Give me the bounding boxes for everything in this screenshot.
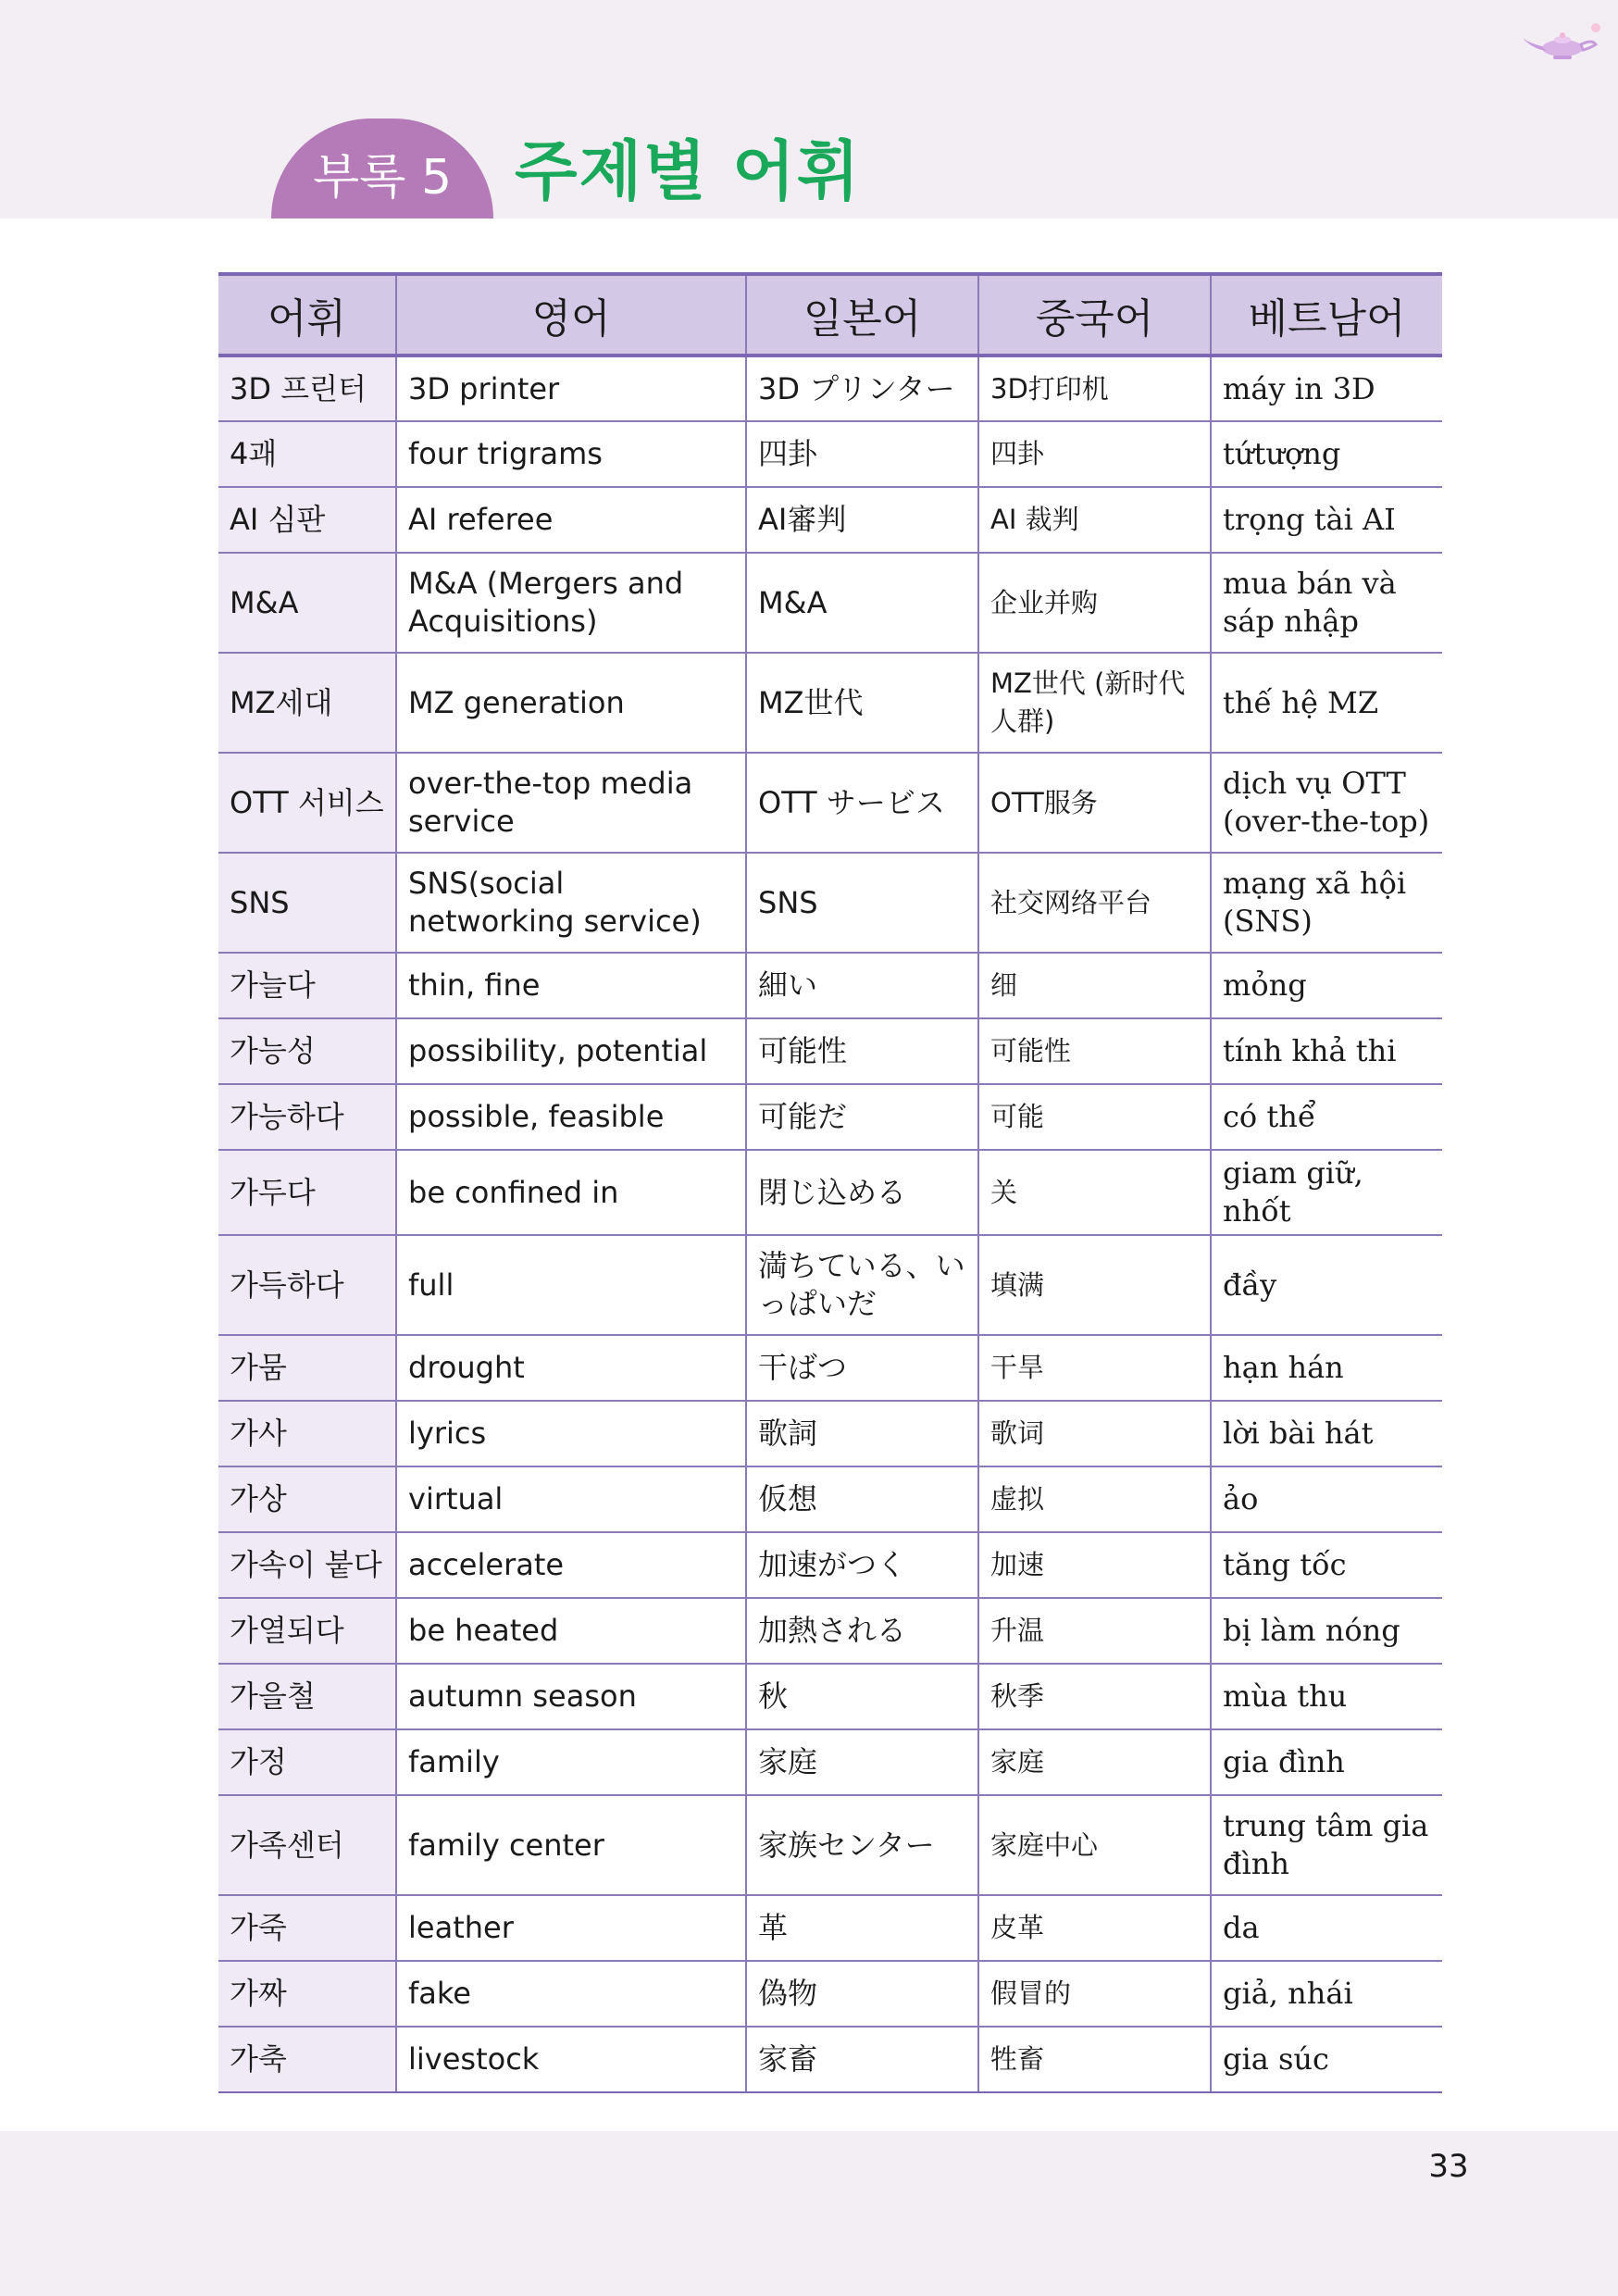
- korean-cell: 가축: [218, 2027, 396, 2092]
- korean-cell: OTT 서비스: [218, 753, 396, 853]
- korean-cell: 가두다: [218, 1150, 396, 1235]
- korean-cell: 3D 프린터: [218, 356, 396, 421]
- chinese-cell: 关: [978, 1150, 1211, 1235]
- vietnamese-cell: dịch vụ OTT (over-the-top): [1211, 753, 1442, 853]
- table-row: [218, 421, 1442, 487]
- japanese-cell: OTT サービス: [746, 753, 978, 853]
- table-row: [218, 356, 1442, 421]
- vietnamese-cell: tính khả thi: [1211, 1018, 1442, 1084]
- chinese-cell: 3D打印机: [978, 356, 1211, 421]
- column-header-chinese: 중국어: [978, 274, 1211, 356]
- english-cell: four trigrams: [396, 421, 746, 487]
- japanese-cell: 加熱される: [746, 1598, 978, 1664]
- korean-cell: AI 심판: [218, 487, 396, 553]
- japanese-cell: 可能性: [746, 1018, 978, 1084]
- english-cell: family: [396, 1729, 746, 1795]
- korean-cell: MZ세대: [218, 653, 396, 753]
- vietnamese-cell: máy in 3D: [1211, 356, 1442, 421]
- english-cell: leather: [396, 1895, 746, 1961]
- vietnamese-cell: trung tâm gia đình: [1211, 1795, 1442, 1895]
- column-header-english: 영어: [396, 274, 746, 356]
- english-cell: fake: [396, 1961, 746, 2027]
- table-row: [218, 853, 1442, 953]
- japanese-cell: 満ちている、いっぱいだ: [746, 1235, 978, 1335]
- chinese-cell: 可能性: [978, 1018, 1211, 1084]
- chinese-cell: 填满: [978, 1235, 1211, 1335]
- japanese-cell: 3D プリンター: [746, 356, 978, 421]
- table-row: [218, 1961, 1442, 2027]
- table-row: [218, 1235, 1442, 1335]
- vietnamese-cell: ảo: [1211, 1466, 1442, 1532]
- english-cell: full: [396, 1235, 746, 1335]
- japanese-cell: SNS: [746, 853, 978, 953]
- korean-cell: 가상: [218, 1466, 396, 1532]
- table-row: [218, 1598, 1442, 1664]
- chinese-cell: MZ世代 (新时代人群): [978, 653, 1211, 753]
- english-cell: be heated: [396, 1598, 746, 1664]
- chinese-cell: 企业并购: [978, 553, 1211, 653]
- japanese-cell: 偽物: [746, 1961, 978, 2027]
- vietnamese-cell: gia súc: [1211, 2027, 1442, 2092]
- vietnamese-cell: mạng xã hội (SNS): [1211, 853, 1442, 953]
- vietnamese-cell: giam giữ, nhốt: [1211, 1150, 1442, 1235]
- chinese-cell: 虚拟: [978, 1466, 1211, 1532]
- chinese-cell: 升温: [978, 1598, 1211, 1664]
- english-cell: AI referee: [396, 487, 746, 553]
- korean-cell: 가죽: [218, 1895, 396, 1961]
- chinese-cell: OTT服务: [978, 753, 1211, 853]
- table-row: [218, 487, 1442, 553]
- vocabulary-table: [218, 272, 1442, 2093]
- chinese-cell: 家庭中心: [978, 1795, 1211, 1895]
- table-row: [218, 2027, 1442, 2092]
- column-header-korean: 어휘: [218, 274, 396, 356]
- vietnamese-cell: trọng tài AI: [1211, 487, 1442, 553]
- korean-cell: 가족센터: [218, 1795, 396, 1895]
- vietnamese-cell: mùa thu: [1211, 1664, 1442, 1729]
- table-row: [218, 1532, 1442, 1598]
- table-row: [218, 653, 1442, 753]
- magic-lamp-icon: [1518, 20, 1601, 61]
- table-row: [218, 1795, 1442, 1895]
- vietnamese-cell: thế hệ MZ: [1211, 653, 1442, 753]
- japanese-cell: 家畜: [746, 2027, 978, 2092]
- japanese-cell: 革: [746, 1895, 978, 1961]
- table-row: [218, 1084, 1442, 1150]
- japanese-cell: 干ばつ: [746, 1335, 978, 1401]
- korean-cell: 가득하다: [218, 1235, 396, 1335]
- japanese-cell: 仮想: [746, 1466, 978, 1532]
- korean-cell: 가능성: [218, 1018, 396, 1084]
- japanese-cell: 細い: [746, 953, 978, 1018]
- vietnamese-cell: da: [1211, 1895, 1442, 1961]
- english-cell: 3D printer: [396, 356, 746, 421]
- table-row: [218, 1335, 1442, 1401]
- chinese-cell: 歌词: [978, 1401, 1211, 1466]
- chinese-cell: 细: [978, 953, 1211, 1018]
- table-row: [218, 1466, 1442, 1532]
- vietnamese-cell: mua bán và sáp nhập: [1211, 553, 1442, 653]
- table-row: [218, 753, 1442, 853]
- english-cell: over-the-top media service: [396, 753, 746, 853]
- japanese-cell: AI審判: [746, 487, 978, 553]
- vietnamese-cell: lời bài hát: [1211, 1401, 1442, 1466]
- korean-cell: M&A: [218, 553, 396, 653]
- table-row: [218, 1018, 1442, 1084]
- table-row: [218, 553, 1442, 653]
- korean-cell: 가을철: [218, 1664, 396, 1729]
- english-cell: family center: [396, 1795, 746, 1895]
- vietnamese-cell: giả, nhái: [1211, 1961, 1442, 2027]
- vietnamese-cell: hạn hán: [1211, 1335, 1442, 1401]
- korean-cell: 가사: [218, 1401, 396, 1466]
- korean-cell: 가정: [218, 1729, 396, 1795]
- vietnamese-cell: tứtượng: [1211, 421, 1442, 487]
- english-cell: livestock: [396, 2027, 746, 2092]
- english-cell: thin, fine: [396, 953, 746, 1018]
- english-cell: SNS(social networking service): [396, 853, 746, 953]
- english-cell: MZ generation: [396, 653, 746, 753]
- japanese-cell: 閉じ込める: [746, 1150, 978, 1235]
- page-number: 33: [1428, 2148, 1469, 2185]
- korean-cell: 가속이 붙다: [218, 1532, 396, 1598]
- english-cell: be confined in: [396, 1150, 746, 1235]
- japanese-cell: 四卦: [746, 421, 978, 487]
- japanese-cell: 歌詞: [746, 1401, 978, 1466]
- vietnamese-cell: đầy: [1211, 1235, 1442, 1335]
- chinese-cell: 牲畜: [978, 2027, 1211, 2092]
- english-cell: accelerate: [396, 1532, 746, 1598]
- page-title: 주제별 어휘: [515, 133, 862, 209]
- korean-cell: 가열되다: [218, 1598, 396, 1664]
- japanese-cell: M&A: [746, 553, 978, 653]
- table-row: [218, 1150, 1442, 1235]
- english-cell: lyrics: [396, 1401, 746, 1466]
- chinese-cell: 干旱: [978, 1335, 1211, 1401]
- korean-cell: 가뭄: [218, 1335, 396, 1401]
- english-cell: M&A (Mergers and Acquisitions): [396, 553, 746, 653]
- korean-cell: SNS: [218, 853, 396, 953]
- table-row: [218, 1729, 1442, 1795]
- table-body: [218, 356, 1442, 2092]
- japanese-cell: 秋: [746, 1664, 978, 1729]
- chinese-cell: 家庭: [978, 1729, 1211, 1795]
- korean-cell: 가짜: [218, 1961, 396, 2027]
- korean-cell: 가늘다: [218, 953, 396, 1018]
- korean-cell: 4괘: [218, 421, 396, 487]
- chinese-cell: 四卦: [978, 421, 1211, 487]
- english-cell: autumn season: [396, 1664, 746, 1729]
- chinese-cell: 皮革: [978, 1895, 1211, 1961]
- chinese-cell: 秋季: [978, 1664, 1211, 1729]
- japanese-cell: MZ世代: [746, 653, 978, 753]
- table-row: [218, 1664, 1442, 1729]
- english-cell: possible, feasible: [396, 1084, 746, 1150]
- table-header-row: [218, 274, 1442, 356]
- chinese-cell: AI 裁判: [978, 487, 1211, 553]
- japanese-cell: 可能だ: [746, 1084, 978, 1150]
- chinese-cell: 可能: [978, 1084, 1211, 1150]
- japanese-cell: 家庭: [746, 1729, 978, 1795]
- chinese-cell: 社交网络平台: [978, 853, 1211, 953]
- english-cell: drought: [396, 1335, 746, 1401]
- vietnamese-cell: tăng tốc: [1211, 1532, 1442, 1598]
- vietnamese-cell: có thể: [1211, 1084, 1442, 1150]
- footer-band: [0, 2131, 1618, 2296]
- appendix-badge: 부록 5: [271, 119, 493, 218]
- column-header-japanese: 일본어: [746, 274, 978, 356]
- japanese-cell: 家族センター: [746, 1795, 978, 1895]
- chinese-cell: 假冒的: [978, 1961, 1211, 2027]
- table-row: [218, 1401, 1442, 1466]
- korean-cell: 가능하다: [218, 1084, 396, 1150]
- vietnamese-cell: mỏng: [1211, 953, 1442, 1018]
- japanese-cell: 加速がつく: [746, 1532, 978, 1598]
- vietnamese-cell: gia đình: [1211, 1729, 1442, 1795]
- column-header-vietnamese: 베트남어: [1211, 274, 1442, 356]
- english-cell: virtual: [396, 1466, 746, 1532]
- chinese-cell: 加速: [978, 1532, 1211, 1598]
- table-row: [218, 1895, 1442, 1961]
- english-cell: possibility, potential: [396, 1018, 746, 1084]
- table-row: [218, 953, 1442, 1018]
- vietnamese-cell: bị làm nóng: [1211, 1598, 1442, 1664]
